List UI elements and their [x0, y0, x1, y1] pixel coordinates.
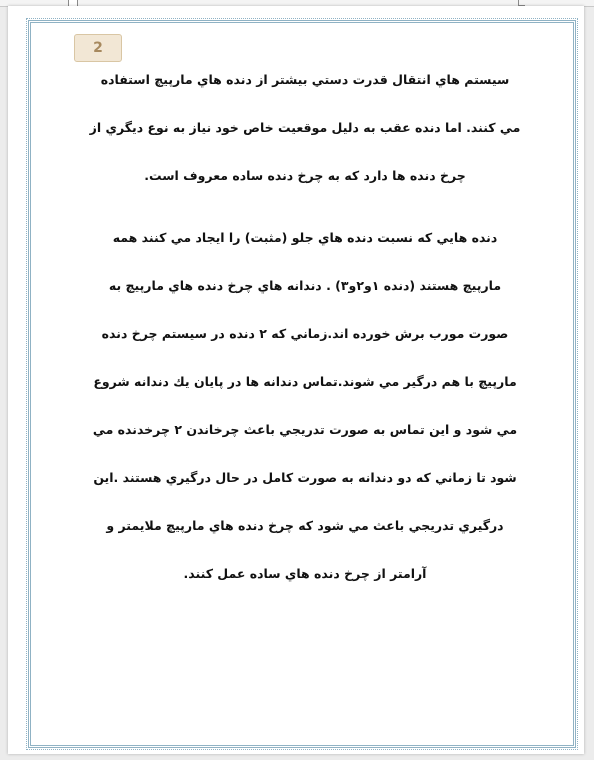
paragraph-line: شود تا زماني كه دو دندانه به صورت كامل در حال درگيري هستند .اين: [93, 470, 517, 485]
paragraph-line: سيستم هاي انتقال قدرت دستي بيشتر از دنده هاي مارپيچ استفاده: [100, 72, 510, 87]
paragraph-1: [63, 58, 547, 202]
paragraph-2: [63, 216, 547, 600]
page-number-badge: 2: [74, 34, 122, 62]
paragraph-line: درگيري تدريجي باعث مي شود كه چرخ دنده هاي مارپيچ ملايمتر و: [106, 518, 504, 533]
document-body: [63, 58, 547, 600]
paragraph-line: چرخ دنده ها دارد كه به چرخ دنده ساده معروف است.: [144, 168, 466, 183]
paragraph-line: مي كنند. اما دنده عقب به دليل موقعيت خاص خود نياز به نوع ديگري از: [89, 120, 521, 135]
paragraph-spacer: [63, 202, 547, 216]
paragraph-line: مي شود و اين تماس به صورت تدريجي باعث چرخاندن ۲ چرخدنده مي: [92, 422, 518, 437]
document-page: [8, 6, 584, 754]
paragraph-line: مارپيچ با هم درگير مي شوند.تماس دندانه ها در پايان يك دندانه شروع: [93, 374, 517, 389]
paragraph-line: دنده هايي كه نسبت دنده هاي جلو (مثبت) را ايجاد مي كنند همه: [112, 230, 498, 245]
paragraph-line: آرامتر از چرخ دنده هاي ساده عمل كنند.: [183, 566, 427, 581]
paragraph-line: مارپيچ هستند (دنده ۱و۲و۳) . دندانه هاي چرخ دنده هاي مارپيچ به: [108, 278, 502, 293]
paragraph-line: صورت مورب برش خورده اند.زماني كه ۲ دنده در سيستم چرخ دنده: [101, 326, 509, 341]
